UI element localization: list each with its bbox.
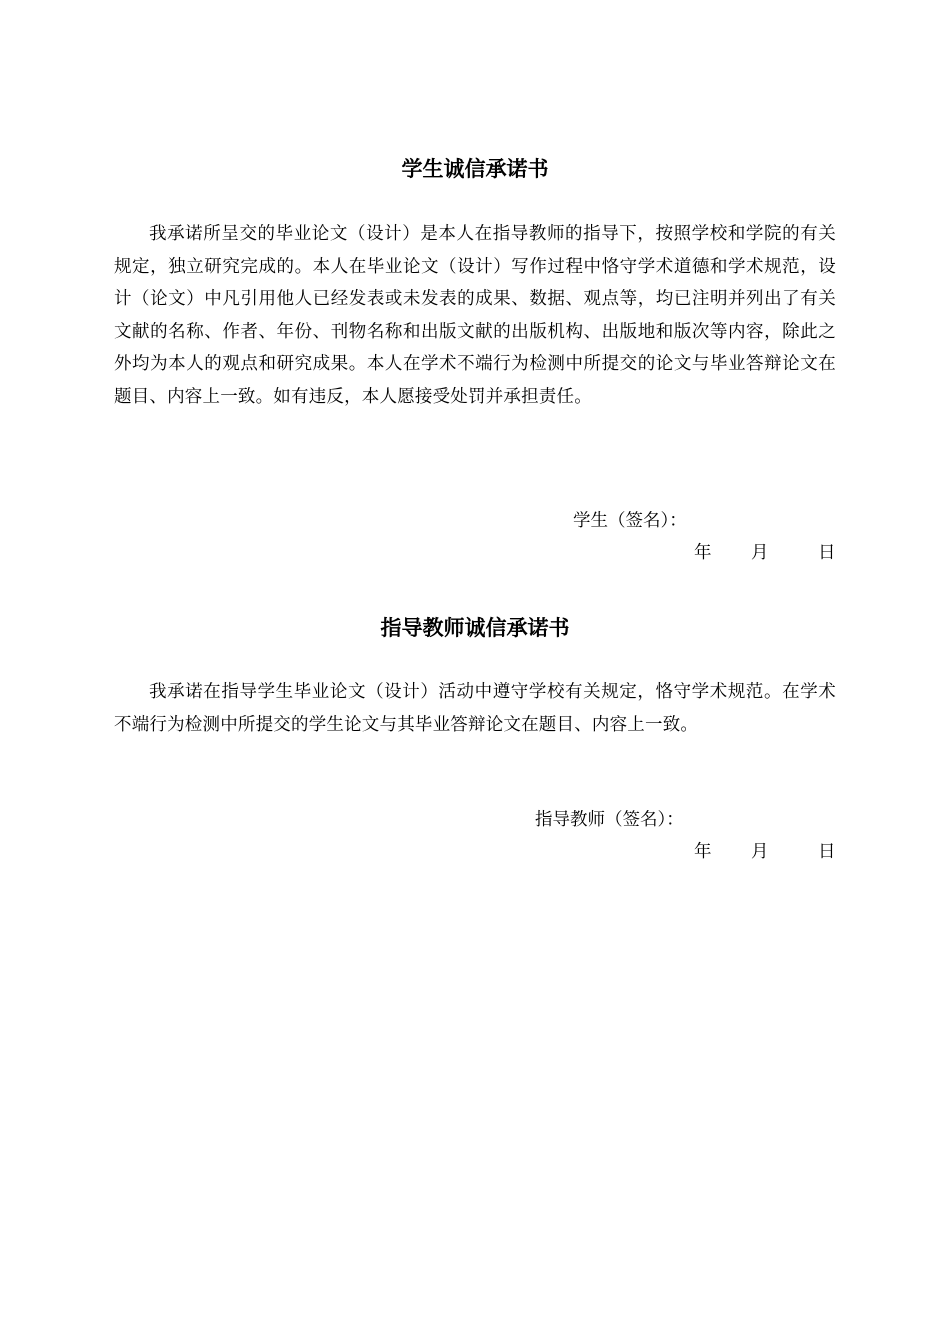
advisor-pledge-title: 指导教师诚信承诺书 xyxy=(380,616,570,640)
student-date-month: 月 xyxy=(751,543,769,563)
advisor-signature-label: 指导教师（签名）： xyxy=(535,810,684,830)
advisor-date-year: 年 xyxy=(694,842,712,862)
advisor-date-day: 日 xyxy=(818,842,836,862)
advisor-date-month: 月 xyxy=(751,842,769,862)
student-pledge-title: 学生诚信承诺书 xyxy=(401,157,549,181)
student-pledge-body: 我承诺所呈交的毕业论文（设计）是本人在指导教师的指导下，按照学校和学院的有关规定，独立研究完成的。本人在毕业论文（设计）写作过程中恪守学术道德和学术规范，设计（论文）中凡引用他人已经发表或未发表的成果、数据、观点等，均已注明并列出了有关文献的名称、作者、年份、刊物名称和出版文献的出版机构、出版地和版次等内容，除此之外均为本人的观点和研究成果。本人在学术不端行为检测中所提交的论文与毕业答辩论文在题目、内容上一致。如有违反，本人愿接受处罚并承担责任。 xyxy=(114,224,836,407)
advisor-pledge-body: 我承诺在指导学生毕业论文（设计）活动中遵守学校有关规定，恪守学术规范。在学术不端行为检测中所提交的学生论文与其毕业答辩论文在题目、内容上一致。 xyxy=(114,682,836,735)
student-date-day: 日 xyxy=(818,543,836,563)
student-signature-label: 学生（签名）： xyxy=(573,511,687,531)
student-date-year: 年 xyxy=(694,543,712,563)
